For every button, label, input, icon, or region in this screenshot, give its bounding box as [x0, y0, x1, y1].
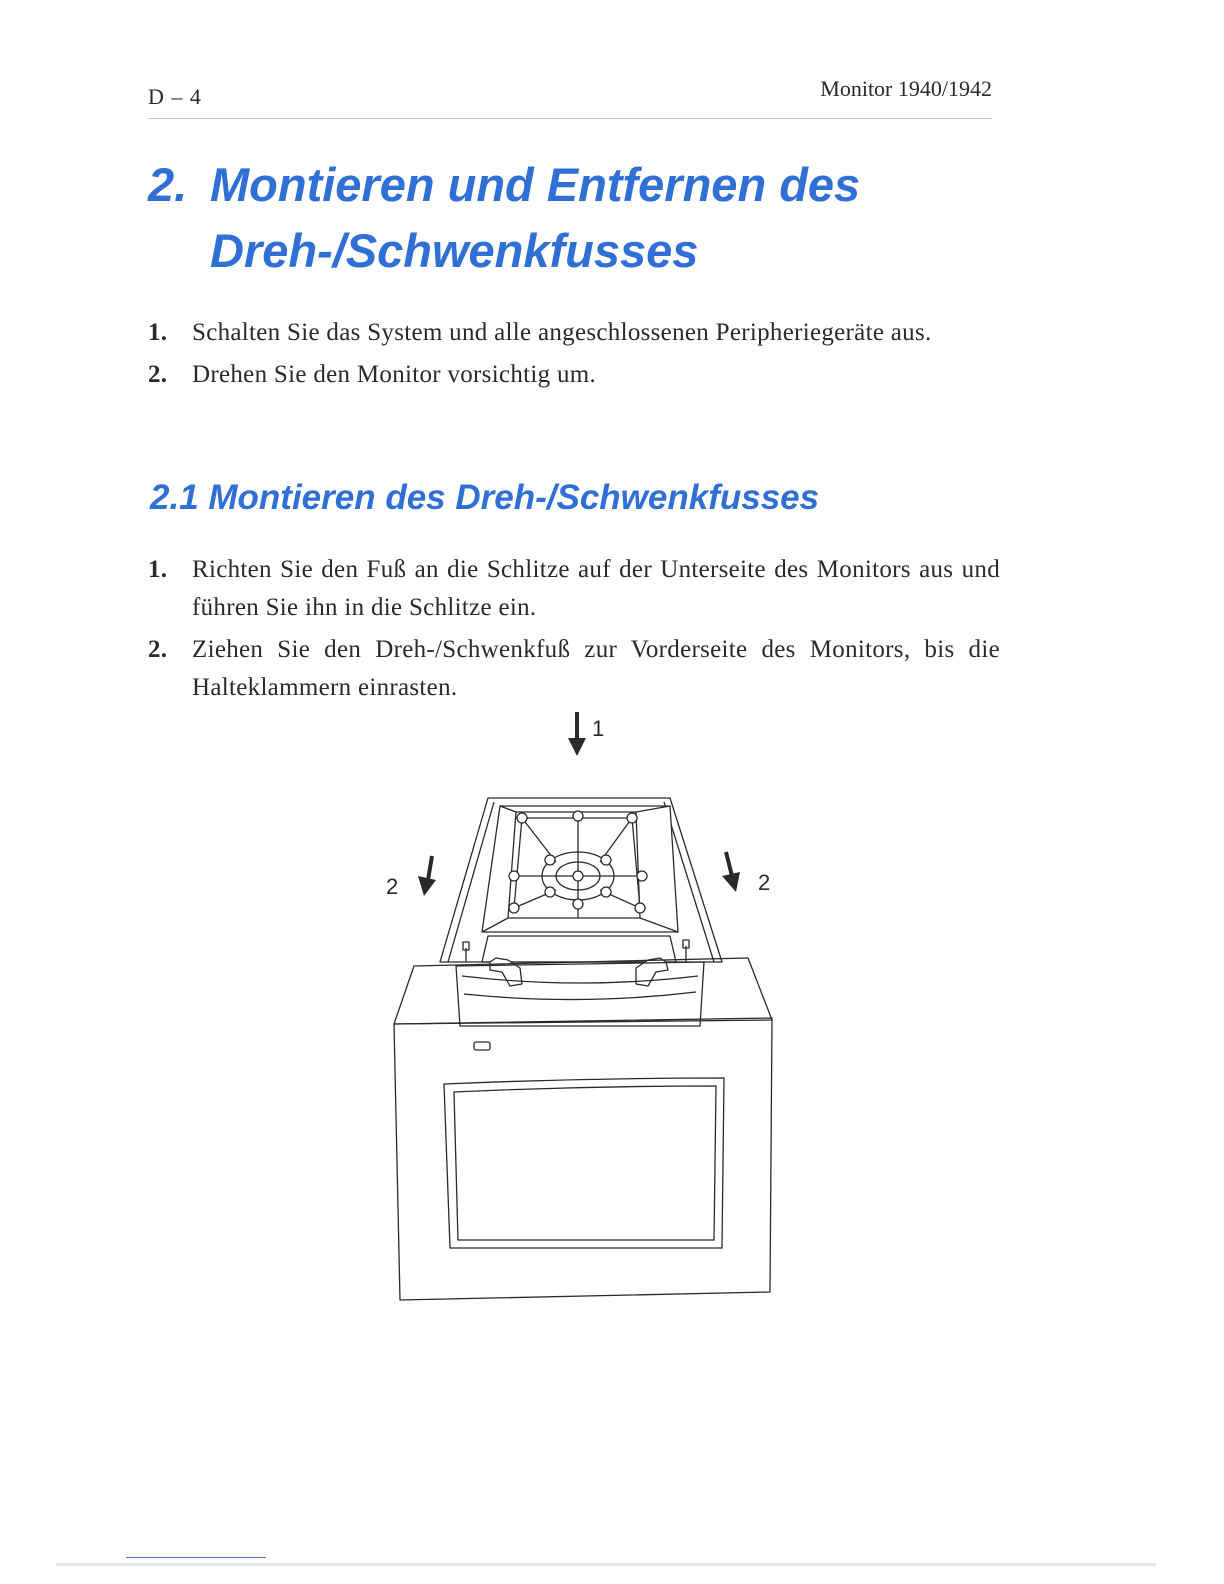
- footer-link-line: [126, 1557, 266, 1558]
- step-text: Ziehen Sie den Dreh-/Schwenkfuß zur Vorderseite des Monitors, bis die Halteklammern einrasten.: [192, 636, 1000, 701]
- footer-divider: [56, 1563, 1156, 1566]
- figure-label-right: 2: [758, 870, 771, 895]
- step-text: Drehen Sie den Monitor vorsichtig um.: [192, 361, 597, 388]
- page-number: D – 4: [148, 84, 202, 109]
- section-title-line2: Dreh-/Schwenkfusses: [210, 224, 699, 277]
- section-heading: [148, 152, 860, 284]
- subsection-heading: 2.1 Montieren des Dreh-/Schwenkfusses: [150, 478, 820, 517]
- step-number: 1.: [148, 556, 168, 583]
- step-number: 2.: [148, 361, 168, 388]
- section-steps-list: [148, 314, 1000, 398]
- arrow-down-icon: [568, 712, 586, 756]
- step-number: 1.: [148, 319, 168, 346]
- arrow-down-icon: [418, 856, 436, 896]
- list-item: [148, 356, 1000, 394]
- figure-label-left: 2: [386, 874, 399, 899]
- list-item: [148, 551, 1000, 627]
- header-divider: [148, 118, 992, 119]
- step-text: Richten Sie den Fuß an die Schlitze auf der Unterseite des Monitors aus und führen Sie ihn in die Schlitze ein.: [192, 556, 1000, 621]
- monitor-stand-drawing: [370, 700, 790, 1310]
- step-number: 2.: [148, 636, 168, 663]
- list-item: [148, 631, 1000, 707]
- section-number: 2.: [148, 158, 188, 211]
- monitor-stand-illustration: [370, 700, 790, 1310]
- step-text: Schalten Sie das System und alle angeschlossenen Peripheriegeräte aus.: [192, 319, 932, 346]
- running-header-title: Monitor 1940/1942: [820, 76, 992, 101]
- arrow-down-icon: [722, 852, 740, 892]
- section-title-line1: Montieren und Entfernen des: [210, 158, 861, 211]
- subsection-steps-list: [148, 551, 1000, 711]
- list-item: [148, 314, 1000, 352]
- figure-label-top: 1: [592, 716, 605, 741]
